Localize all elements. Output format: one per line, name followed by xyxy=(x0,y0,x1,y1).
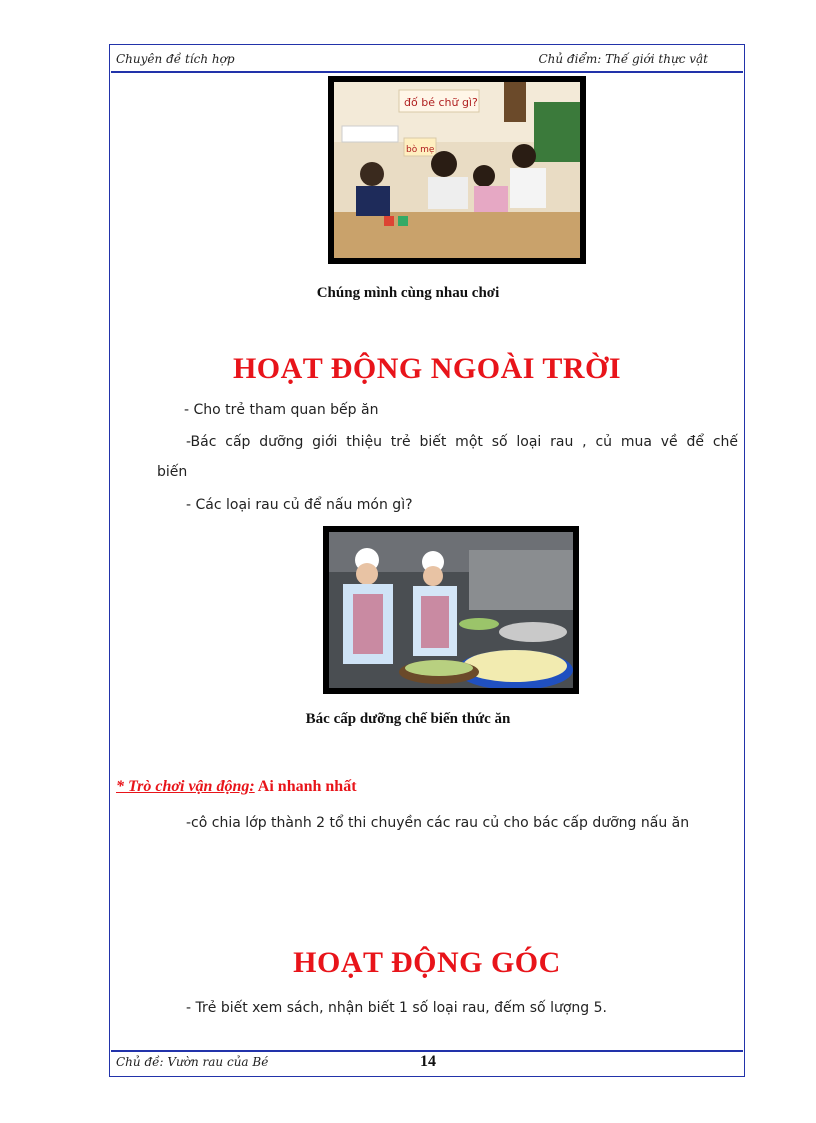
game-label: * Trò chơi vận động: xyxy=(116,778,255,795)
footer-left: Chủ đề: Vườn rau của Bé xyxy=(116,1055,269,1069)
photo-cooks-preparing xyxy=(323,526,579,694)
photo2-caption: Bác cấp dưỡng chế biến thức ăn xyxy=(305,711,511,727)
outdoor-item-3: - Các loại rau củ để nấu món gì? xyxy=(186,497,413,513)
heading-outdoor-activity: HOẠT ĐỘNG NGOÀI TRỜI xyxy=(232,352,622,385)
footer-rule xyxy=(111,1050,743,1052)
photo-children-illustration xyxy=(334,82,580,258)
photo1-caption: Chúng mình cùng nhau chơi xyxy=(316,285,500,301)
outdoor-item-1: - Cho trẻ tham quan bếp ăn xyxy=(184,402,379,418)
page-number: 14 xyxy=(420,1053,436,1070)
photo-cooks-illustration xyxy=(329,532,573,688)
header-rule xyxy=(111,71,743,73)
heading-corner-activity: HOẠT ĐỘNG GÓC xyxy=(293,946,561,979)
outdoor-item-2-line1: -Bác cấp dưỡng giới thiệu trẻ biết một số loại rau , củ mua về để chế xyxy=(186,434,738,450)
game-name: Ai nhanh nhất xyxy=(257,778,357,795)
header-right: Chủ điểm: Thế giới thực vật xyxy=(538,52,708,66)
header-left: Chuyên đề tích hợp xyxy=(116,52,235,66)
card-text: bò mẹ xyxy=(406,145,435,155)
game-description: -cô chia lớp thành 2 tổ thi chuyền các rau củ cho bác cấp dưỡng nấu ăn xyxy=(186,815,690,831)
outdoor-item-2-line2: biến xyxy=(157,464,188,480)
photo-children-playing xyxy=(328,76,586,264)
corner-item-1: - Trẻ biết xem sách, nhận biết 1 số loại rau, đếm số lượng 5. xyxy=(186,1000,607,1016)
game-title xyxy=(116,778,357,796)
page-header xyxy=(116,50,738,70)
board-text: đố bé chữ gì? xyxy=(404,96,478,109)
